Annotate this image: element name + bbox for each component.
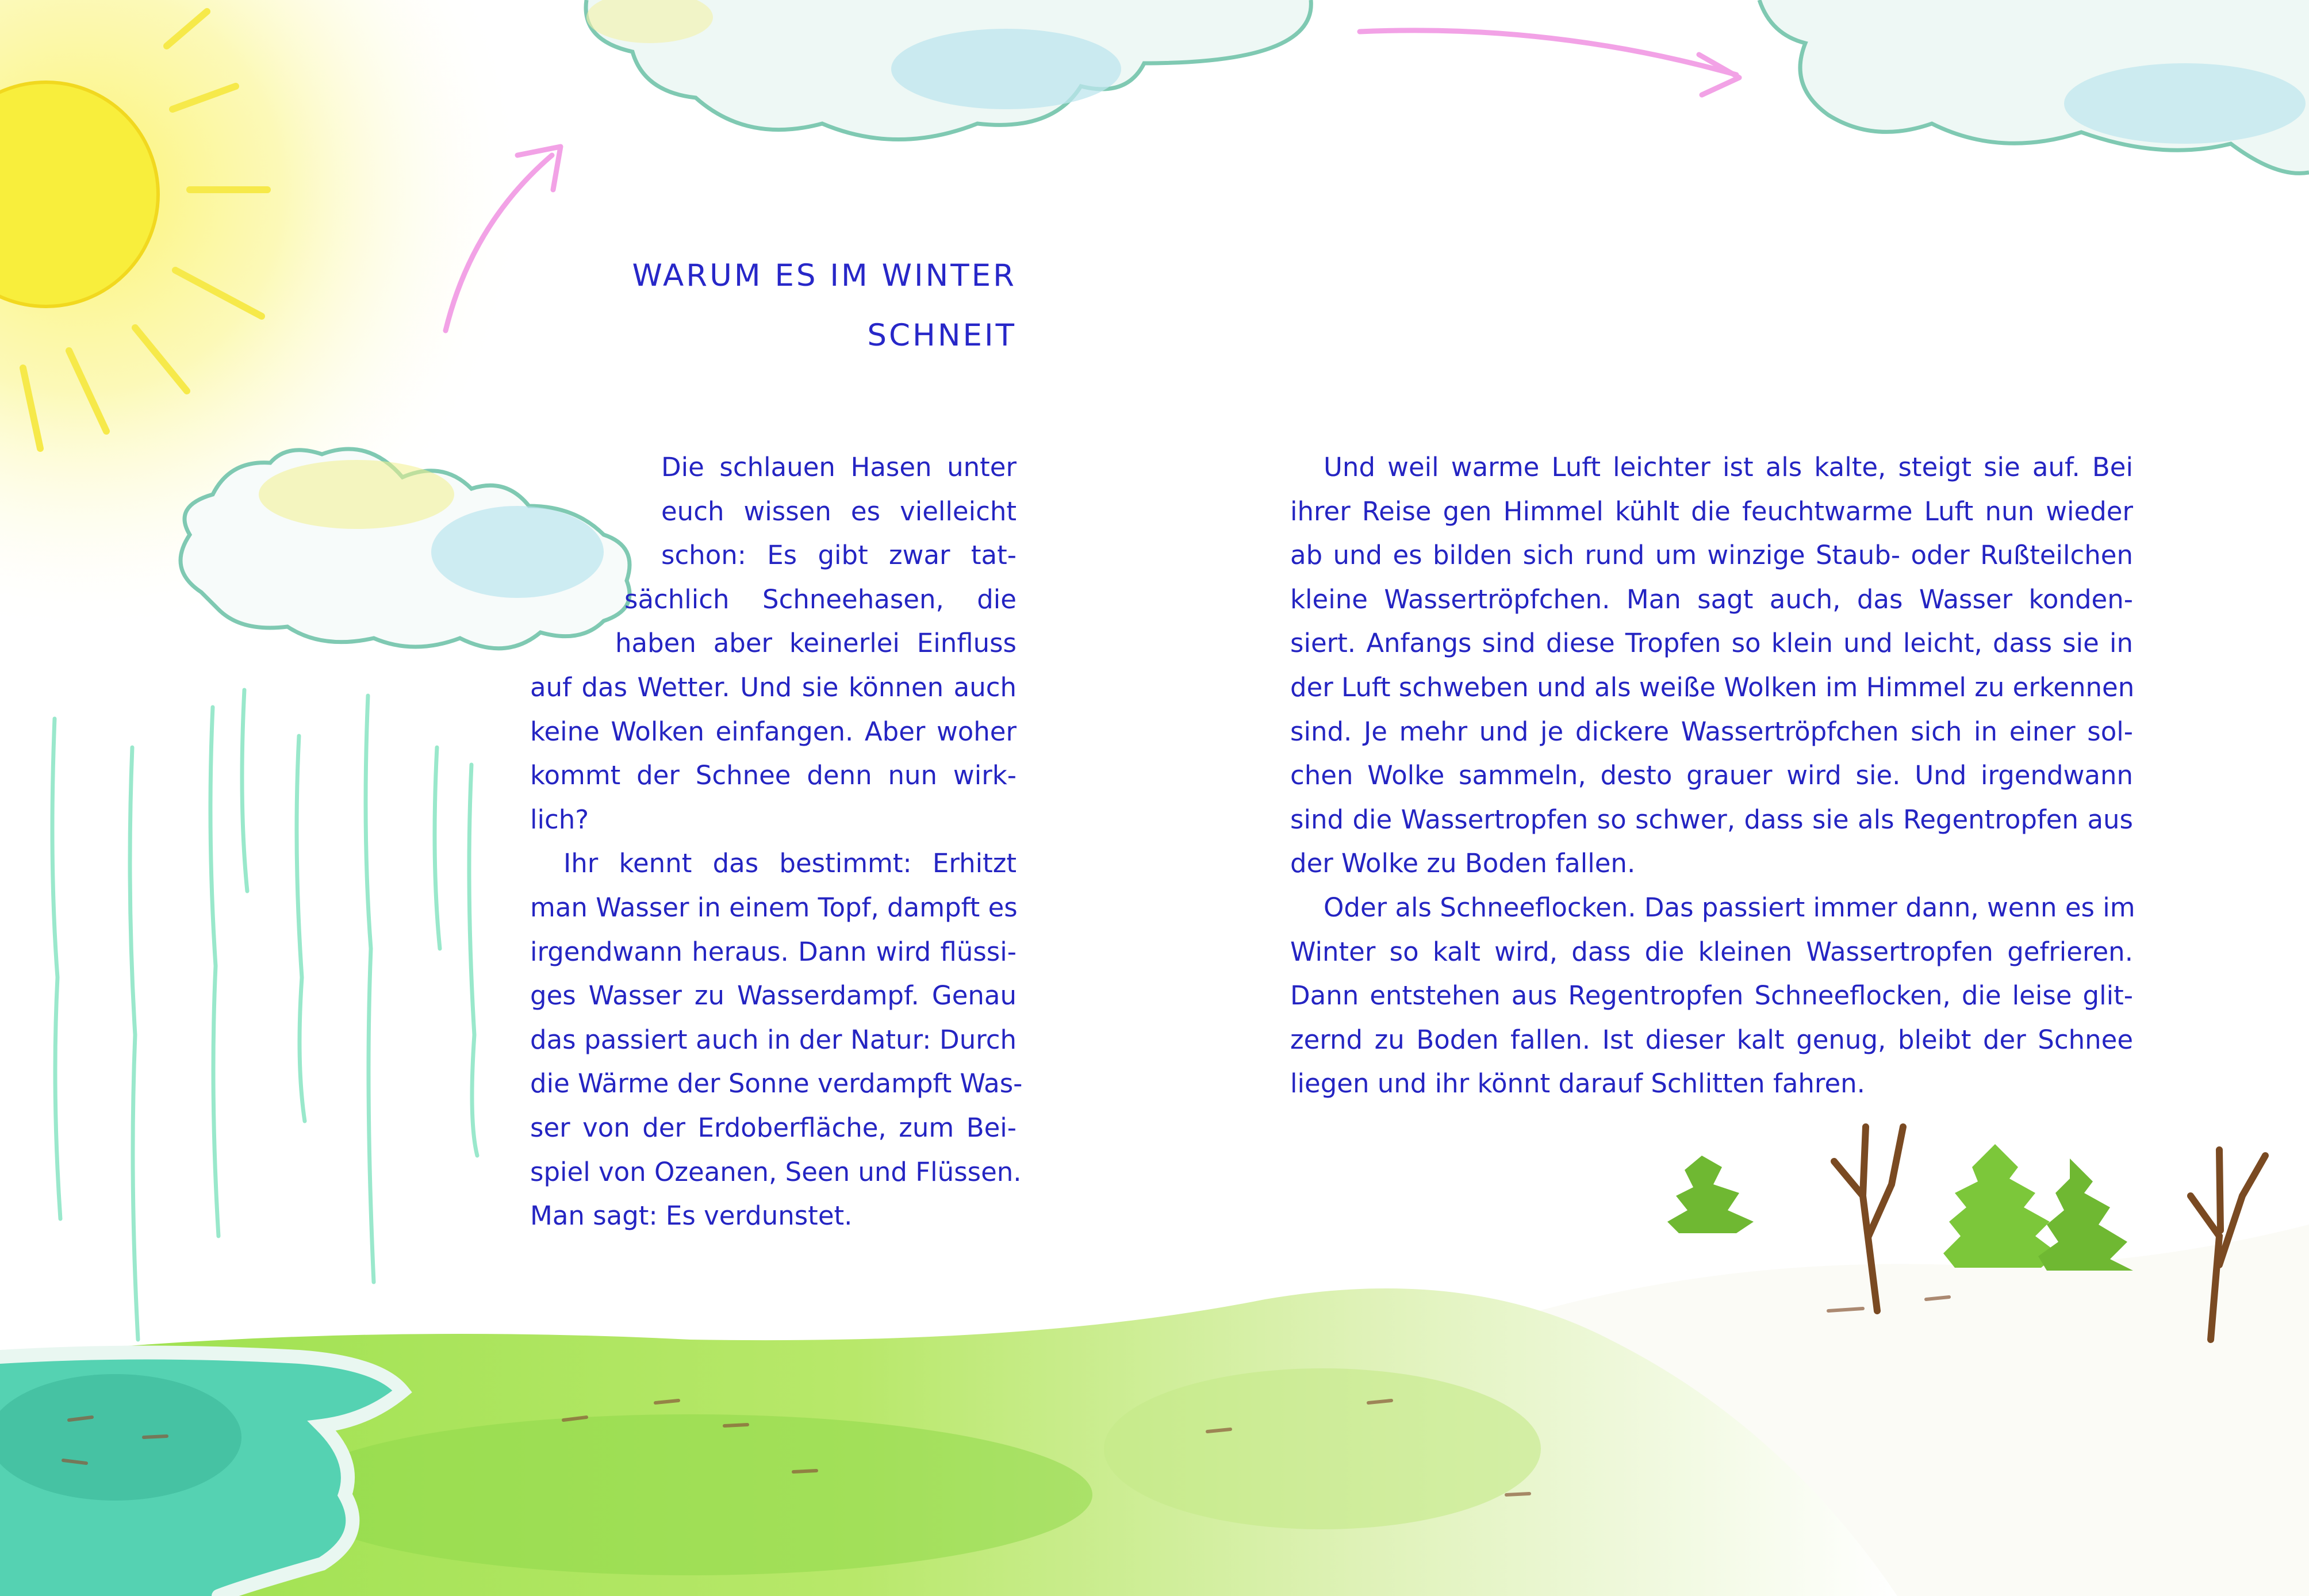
text-line: lich?	[530, 804, 589, 835]
text-line: man Wasser in einem Topf, dampft es	[530, 892, 1018, 923]
text-column-left	[530, 446, 1023, 1238]
text-line: haben aber keinerlei Einfluss	[615, 628, 1017, 659]
text-line: zernd zu Boden fallen. Ist dieser kalt genug, bleibt der Schnee	[1290, 1024, 2133, 1055]
text-line: Winter so kalt wird, dass die kleinen Wassertropfen gefrieren.	[1290, 936, 2133, 967]
text-line: auf das Wetter. Und sie können auch	[530, 672, 1017, 703]
page-title	[517, 246, 1017, 366]
text-line: ges Wasser zu Wasserdampf. Genau	[530, 980, 1017, 1011]
text-line: chen Wolke sammeln, desto grauer wird sie. Und irgendwann	[1290, 760, 2133, 791]
text-line: ser von der Erdoberfläche, zum Bei-	[530, 1112, 1017, 1143]
cloud-icon	[1759, 0, 2309, 173]
text-line: sächlich Schneehasen, die	[624, 584, 1017, 615]
text-line: schon: Es gibt zwar tat-	[661, 540, 1017, 571]
text-line: Und weil warme Luft leichter ist als kalte, steigt sie auf. Bei	[1324, 452, 2133, 482]
text-line: die Wärme der Sonne verdampft Was-	[530, 1068, 1023, 1099]
text-line: siert. Anfangs sind diese Tropfen so klein und leicht, dass sie in	[1290, 628, 2133, 659]
text-line: Dann entstehen aus Regentropfen Schneeflocken, die leise glit-	[1290, 980, 2133, 1011]
text-line: Ihr kennt das bestimmt: Erhitzt	[563, 848, 1017, 879]
text-line: der Luft schweben und als weiße Wolken im Himmel zu erkennen	[1290, 672, 2135, 703]
text-line: irgendwann heraus. Dann wird flüssi-	[530, 936, 1017, 967]
cloud-icon	[586, 0, 1311, 140]
text-line: sind die Wassertropfen so schwer, dass sie als Regentropfen aus	[1290, 804, 2133, 835]
text-line: spiel von Ozeanen, Seen und Flüssen.	[530, 1156, 1022, 1187]
text-line: kleine Wassertröpfchen. Man sagt auch, das Wasser konden-	[1290, 584, 2133, 615]
page-title-line: WARUM ES IM WINTER	[632, 258, 1017, 293]
text-line: keine Wolken einfangen. Aber woher	[530, 716, 1017, 747]
text-line: Oder als Schneeflocken. Das passiert immer dann, wenn es im	[1324, 892, 2135, 923]
text-line: ab und es bilden sich rund um winzige Staub- oder Rußteilchen	[1290, 540, 2133, 571]
text-line: der Wolke zu Boden fallen.	[1290, 848, 1636, 879]
text-line: liegen und ihr könnt darauf Schlitten fahren.	[1290, 1068, 1865, 1099]
text-line: sind. Je mehr und je dickere Wassertröpfchen sich in einer sol-	[1290, 716, 2133, 747]
text-line: ihrer Reise gen Himmel kühlt die feuchtwarme Luft nun wieder	[1290, 496, 2133, 527]
text-line: Man sagt: Es verdunstet.	[530, 1200, 853, 1231]
text-column-right	[1290, 446, 2133, 1106]
text-line: euch wissen es vielleicht	[661, 496, 1017, 527]
text-line: Die schlauen Hasen unter	[661, 452, 1017, 482]
page-title-line: SCHNEIT	[867, 318, 1017, 353]
text-line: das passiert auch in der Natur: Durch	[530, 1024, 1017, 1055]
text-line: kommt der Schnee denn nun wirk-	[530, 760, 1017, 791]
